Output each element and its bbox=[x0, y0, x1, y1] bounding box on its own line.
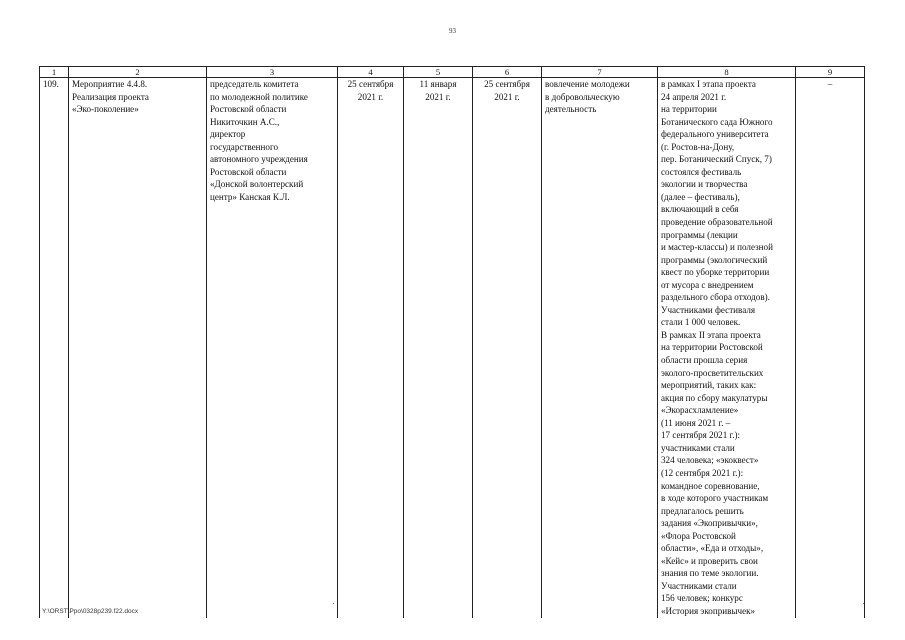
column-number-3: 3 bbox=[207, 67, 338, 78]
expected-result-cell: вовлечение молодежи в добровольческую деятельность bbox=[542, 78, 658, 618]
column-number-2: 2 bbox=[69, 67, 207, 78]
column-number-5: 5 bbox=[404, 67, 473, 78]
page-number: 93 bbox=[449, 27, 456, 35]
table-row bbox=[40, 78, 865, 618]
column-number-7: 7 bbox=[542, 67, 658, 78]
end-date-cell: 25 сентября 2021 г. bbox=[473, 78, 542, 618]
event-name-cell: Мероприятие 4.4.8. Реализация проекта «Эко-поколение» bbox=[69, 78, 207, 618]
row-number-cell: 109. bbox=[40, 78, 69, 618]
column-number-8: 8 bbox=[658, 67, 796, 78]
column-number-row bbox=[40, 67, 865, 78]
start-date-cell: 25 сентября 2021 г. bbox=[338, 78, 404, 618]
scan-dot bbox=[333, 603, 334, 604]
responsible-cell: председатель комитета по молодежной политике Ростовской области Никиточкин А.С., директор государственного автономного учреждения Ростовской области «Донской волонтерский центр» Канская К.Л. bbox=[207, 78, 338, 618]
planned-date-cell: 11 января 2021 г. bbox=[404, 78, 473, 618]
column-number-4: 4 bbox=[338, 67, 404, 78]
column-number-1: 1 bbox=[40, 67, 69, 78]
deviation-cell: – bbox=[796, 78, 865, 618]
report-table bbox=[39, 66, 865, 618]
column-number-6: 6 bbox=[473, 67, 542, 78]
column-number-9: 9 bbox=[796, 67, 865, 78]
actual-result-cell: в рамках I этапа проекта 24 апреля 2021 г. на территории Ботанического сада Южного федерального университета (г. Ростов-на-Дону, пер. Ботанический Спуск, 7) состоялся фестиваль экологии и творчества (далее – фестиваль), включающий в себя проведение образовательной программы (лекции и мастер-классы) и полезной программы (экологический квест по уборке территории от мусора с внедрением раздельного сбора отходов). Участниками фестиваля стали 1 000 человек. В рамках II этапа проекта на территории Ростовской области прошла серия эколого-просветительских мероприятий, таких как: акция по сбору макулатуры «Экорасхламление» (11 июня 2021 г. – 17 сентября 2021 г.): участниками стали 324 человека; «экоквест» (12 сентября 2021 г.): командное соревнование, в ходе которого участникам предлагалось решить задания «Экопривычки», «Флора Ростовской области», «Еда и отходы», «Кейс» и проверить свои знания по теме экологии. Участниками стали 156 человек; конкурс «История экопривычек» bbox=[658, 78, 796, 618]
file-path-footer: Y:\ORST\Ppo\0328p239.f22.docx bbox=[42, 608, 139, 615]
scan-dot bbox=[863, 603, 864, 604]
